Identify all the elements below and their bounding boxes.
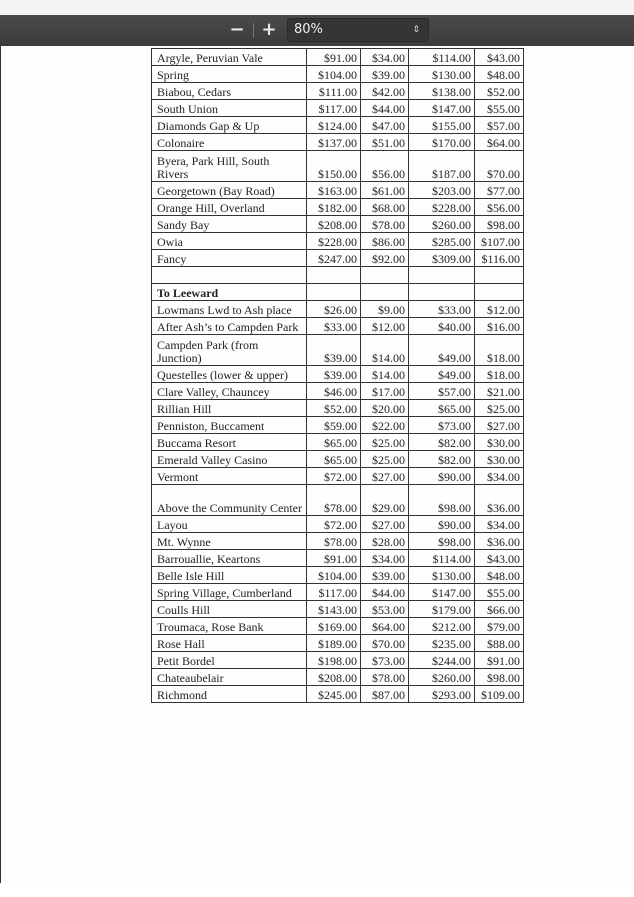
fare-cell: $34.00	[475, 468, 524, 485]
location-cell: Argyle, Peruvian Vale	[152, 49, 307, 66]
fare-cell: $39.00	[361, 567, 409, 584]
location-cell: Lowmans Lwd to Ash place	[152, 301, 307, 318]
fare-cell: $65.00	[409, 400, 475, 417]
location-cell: Clare Valley, Chauncey	[152, 383, 307, 400]
fare-cell: $48.00	[475, 66, 524, 83]
fare-cell: $309.00	[409, 250, 475, 267]
fare-cell: $22.00	[361, 417, 409, 434]
location-cell: Chateaubelair	[152, 669, 307, 686]
empty-cell	[361, 284, 409, 301]
fare-cell: $26.00	[307, 301, 361, 318]
fare-cell: $48.00	[475, 567, 524, 584]
empty-cell	[475, 284, 524, 301]
fare-cell: $147.00	[409, 584, 475, 601]
fare-cell: $66.00	[475, 601, 524, 618]
fare-cell: $124.00	[307, 117, 361, 134]
fare-cell: $107.00	[475, 233, 524, 250]
fare-cell: $90.00	[409, 468, 475, 485]
fare-cell: $98.00	[475, 216, 524, 233]
table-row	[152, 233, 524, 250]
fare-cell: $92.00	[361, 250, 409, 267]
fare-cell: $179.00	[409, 601, 475, 618]
location-cell: Orange Hill, Overland	[152, 199, 307, 216]
table-row	[152, 417, 524, 434]
fare-cell: $64.00	[361, 618, 409, 635]
fare-cell: $73.00	[361, 652, 409, 669]
location-cell: South Union	[152, 100, 307, 117]
fare-cell: $78.00	[361, 216, 409, 233]
fare-cell: $285.00	[409, 233, 475, 250]
table-row	[152, 66, 524, 83]
fare-cell: $150.00	[307, 151, 361, 182]
pdf-viewer-toolbar	[0, 15, 634, 47]
location-cell: Sandy Bay	[152, 216, 307, 233]
fare-cell: $68.00	[361, 199, 409, 216]
table-row	[152, 366, 524, 383]
fare-cell: $114.00	[409, 550, 475, 567]
fare-cell: $228.00	[307, 233, 361, 250]
table-row	[152, 652, 524, 669]
location-cell: Emerald Valley Casino	[152, 451, 307, 468]
fare-cell: $244.00	[409, 652, 475, 669]
fare-cell: $52.00	[307, 400, 361, 417]
fare-cell: $247.00	[307, 250, 361, 267]
fare-cell: $130.00	[409, 66, 475, 83]
location-cell: Owia	[152, 233, 307, 250]
location-cell: After Ash’s to Campden Park	[152, 318, 307, 335]
section-title: To Leeward	[152, 284, 307, 301]
fare-cell: $12.00	[475, 301, 524, 318]
fare-cell: $155.00	[409, 117, 475, 134]
fare-cell: $51.00	[361, 134, 409, 151]
fare-cell: $49.00	[409, 366, 475, 383]
empty-cell	[307, 267, 361, 284]
location-cell: Biabou, Cedars	[152, 83, 307, 100]
fare-cell: $57.00	[475, 117, 524, 134]
fare-cell: $43.00	[475, 550, 524, 567]
table-row	[152, 151, 524, 182]
fare-cell: $21.00	[475, 383, 524, 400]
fare-cell: $117.00	[307, 100, 361, 117]
location-cell: Questelles (lower & upper)	[152, 366, 307, 383]
fare-cell: $70.00	[361, 635, 409, 652]
fare-cell: $17.00	[361, 383, 409, 400]
fare-cell: $44.00	[361, 100, 409, 117]
fare-cell: $245.00	[307, 686, 361, 703]
location-cell: Rillian Hill	[152, 400, 307, 417]
fare-cell: $16.00	[475, 318, 524, 335]
fare-cell: $39.00	[307, 366, 361, 383]
fare-cell: $36.00	[475, 485, 524, 516]
fare-cell: $18.00	[475, 335, 524, 366]
fare-cell: $64.00	[475, 134, 524, 151]
fare-cell: $42.00	[361, 83, 409, 100]
zoom-level-value: 80%	[294, 22, 323, 37]
fare-cell: $61.00	[361, 182, 409, 199]
fare-cell: $78.00	[307, 485, 361, 516]
fare-cell: $56.00	[361, 151, 409, 182]
fare-cell: $59.00	[307, 417, 361, 434]
table-row	[152, 550, 524, 567]
fare-cell: $198.00	[307, 652, 361, 669]
fare-cell: $39.00	[361, 66, 409, 83]
location-cell: Layou	[152, 516, 307, 533]
fare-cell: $169.00	[307, 618, 361, 635]
fare-cell: $130.00	[409, 567, 475, 584]
fare-cell: $53.00	[361, 601, 409, 618]
zoom-out-button[interactable]: −	[229, 19, 245, 40]
fare-cell: $260.00	[409, 669, 475, 686]
fare-cell: $88.00	[475, 635, 524, 652]
fare-cell: $56.00	[475, 199, 524, 216]
fare-cell: $78.00	[307, 533, 361, 550]
table-row	[152, 618, 524, 635]
table-row	[152, 100, 524, 117]
fare-cell: $138.00	[409, 83, 475, 100]
fare-cell: $98.00	[409, 533, 475, 550]
table-row	[152, 485, 524, 516]
fare-cell: $260.00	[409, 216, 475, 233]
empty-cell	[307, 284, 361, 301]
fare-cell: $14.00	[361, 366, 409, 383]
fare-cell: $73.00	[409, 417, 475, 434]
fare-cell: $147.00	[409, 100, 475, 117]
fare-cell: $72.00	[307, 468, 361, 485]
fare-cell: $43.00	[475, 49, 524, 66]
location-cell: Rose Hall	[152, 635, 307, 652]
fare-cell: $30.00	[475, 451, 524, 468]
fare-cell: $87.00	[361, 686, 409, 703]
fare-cell: $90.00	[409, 516, 475, 533]
fare-cell: $117.00	[307, 584, 361, 601]
fare-cell: $203.00	[409, 182, 475, 199]
table-row	[152, 250, 524, 267]
fare-cell: $20.00	[361, 400, 409, 417]
location-cell: Penniston, Buccament	[152, 417, 307, 434]
fare-cell: $9.00	[361, 301, 409, 318]
location-cell: Spring Village, Cumberland	[152, 584, 307, 601]
window-top-strip	[0, 0, 634, 15]
fare-cell: $27.00	[475, 417, 524, 434]
blank-row	[152, 267, 524, 284]
zoom-level-select[interactable]	[287, 18, 429, 42]
location-cell: Belle Isle Hill	[152, 567, 307, 584]
fare-cell: $82.00	[409, 451, 475, 468]
table-row	[152, 635, 524, 652]
fare-cell: $79.00	[475, 618, 524, 635]
fare-cell: $187.00	[409, 151, 475, 182]
fare-cell: $109.00	[475, 686, 524, 703]
location-cell: Above the Community Center	[152, 485, 307, 516]
location-cell: Diamonds Gap & Up	[152, 117, 307, 134]
fare-cell: $46.00	[307, 383, 361, 400]
empty-cell	[361, 267, 409, 284]
table-row	[152, 83, 524, 100]
table-row	[152, 117, 524, 134]
fare-cell: $104.00	[307, 66, 361, 83]
fare-cell: $91.00	[307, 550, 361, 567]
table-row	[152, 434, 524, 451]
table-row	[152, 584, 524, 601]
table-row	[152, 601, 524, 618]
table-row	[152, 318, 524, 335]
location-cell: Richmond	[152, 686, 307, 703]
fare-cell: $228.00	[409, 199, 475, 216]
location-cell: Byera, Park Hill, South Rivers	[152, 151, 307, 182]
fare-cell: $34.00	[361, 550, 409, 567]
fare-cell: $98.00	[475, 669, 524, 686]
fare-cell: $25.00	[475, 400, 524, 417]
table-row	[152, 686, 524, 703]
fare-cell: $116.00	[475, 250, 524, 267]
fare-cell: $65.00	[307, 451, 361, 468]
fare-cell: $208.00	[307, 216, 361, 233]
fare-cell: $72.00	[307, 516, 361, 533]
fare-cell: $57.00	[409, 383, 475, 400]
fare-table	[151, 48, 524, 703]
location-cell: Barrouallie, Keartons	[152, 550, 307, 567]
location-cell: Mt. Wynne	[152, 533, 307, 550]
toolbar-divider	[253, 23, 254, 38]
fare-cell: $47.00	[361, 117, 409, 134]
fare-cell: $65.00	[307, 434, 361, 451]
location-cell: Colonaire	[152, 134, 307, 151]
table-row	[152, 400, 524, 417]
table-row	[152, 49, 524, 66]
empty-cell	[409, 267, 475, 284]
location-cell: Vermont	[152, 468, 307, 485]
location-cell: Buccama Resort	[152, 434, 307, 451]
fare-cell: $34.00	[475, 516, 524, 533]
fare-cell: $30.00	[475, 434, 524, 451]
section-header-row	[152, 284, 524, 301]
table-row	[152, 301, 524, 318]
fare-cell: $25.00	[361, 451, 409, 468]
empty-cell	[152, 267, 307, 284]
fare-cell: $111.00	[307, 83, 361, 100]
table-row	[152, 468, 524, 485]
location-cell: Fancy	[152, 250, 307, 267]
table-row	[152, 134, 524, 151]
fare-cell: $137.00	[307, 134, 361, 151]
table-row	[152, 451, 524, 468]
fare-cell: $29.00	[361, 485, 409, 516]
table-row	[152, 567, 524, 584]
fare-cell: $235.00	[409, 635, 475, 652]
fare-cell: $163.00	[307, 182, 361, 199]
empty-cell	[409, 284, 475, 301]
fare-cell: $114.00	[409, 49, 475, 66]
table-row	[152, 533, 524, 550]
location-cell: Campden Park (from Junction)	[152, 335, 307, 366]
table-row	[152, 383, 524, 400]
fare-cell: $293.00	[409, 686, 475, 703]
fare-cell: $104.00	[307, 567, 361, 584]
fare-cell: $25.00	[361, 434, 409, 451]
fare-cell: $82.00	[409, 434, 475, 451]
fare-cell: $170.00	[409, 134, 475, 151]
fare-cell: $52.00	[475, 83, 524, 100]
fare-cell: $27.00	[361, 468, 409, 485]
fare-cell: $143.00	[307, 601, 361, 618]
fare-cell: $77.00	[475, 182, 524, 199]
fare-cell: $34.00	[361, 49, 409, 66]
location-cell: Georgetown (Bay Road)	[152, 182, 307, 199]
fare-cell: $44.00	[361, 584, 409, 601]
select-arrows-icon: ⇕	[412, 25, 420, 35]
fare-cell: $91.00	[475, 652, 524, 669]
zoom-in-button[interactable]: +	[261, 19, 277, 40]
fare-cell: $78.00	[361, 669, 409, 686]
fare-cell: $36.00	[475, 533, 524, 550]
fare-cell: $14.00	[361, 335, 409, 366]
fare-cell: $86.00	[361, 233, 409, 250]
fare-cell: $182.00	[307, 199, 361, 216]
fare-cell: $33.00	[409, 301, 475, 318]
fare-cell: $91.00	[307, 49, 361, 66]
table-row	[152, 199, 524, 216]
table-row	[152, 669, 524, 686]
location-cell: Petit Bordel	[152, 652, 307, 669]
document-page	[0, 46, 634, 883]
fare-cell: $55.00	[475, 584, 524, 601]
location-cell: Coulls Hill	[152, 601, 307, 618]
empty-cell	[475, 267, 524, 284]
fare-cell: $212.00	[409, 618, 475, 635]
table-row	[152, 182, 524, 199]
table-row	[152, 335, 524, 366]
fare-cell: $12.00	[361, 318, 409, 335]
fare-cell: $55.00	[475, 100, 524, 117]
location-cell: Troumaca, Rose Bank	[152, 618, 307, 635]
location-cell: Spring	[152, 66, 307, 83]
fare-cell: $70.00	[475, 151, 524, 182]
fare-cell: $18.00	[475, 366, 524, 383]
table-row	[152, 516, 524, 533]
fare-cell: $49.00	[409, 335, 475, 366]
fare-cell: $208.00	[307, 669, 361, 686]
fare-cell: $189.00	[307, 635, 361, 652]
fare-cell: $33.00	[307, 318, 361, 335]
fare-cell: $27.00	[361, 516, 409, 533]
fare-cell: $28.00	[361, 533, 409, 550]
fare-cell: $40.00	[409, 318, 475, 335]
fare-cell: $98.00	[409, 485, 475, 516]
fare-cell: $39.00	[307, 335, 361, 366]
table-row	[152, 216, 524, 233]
